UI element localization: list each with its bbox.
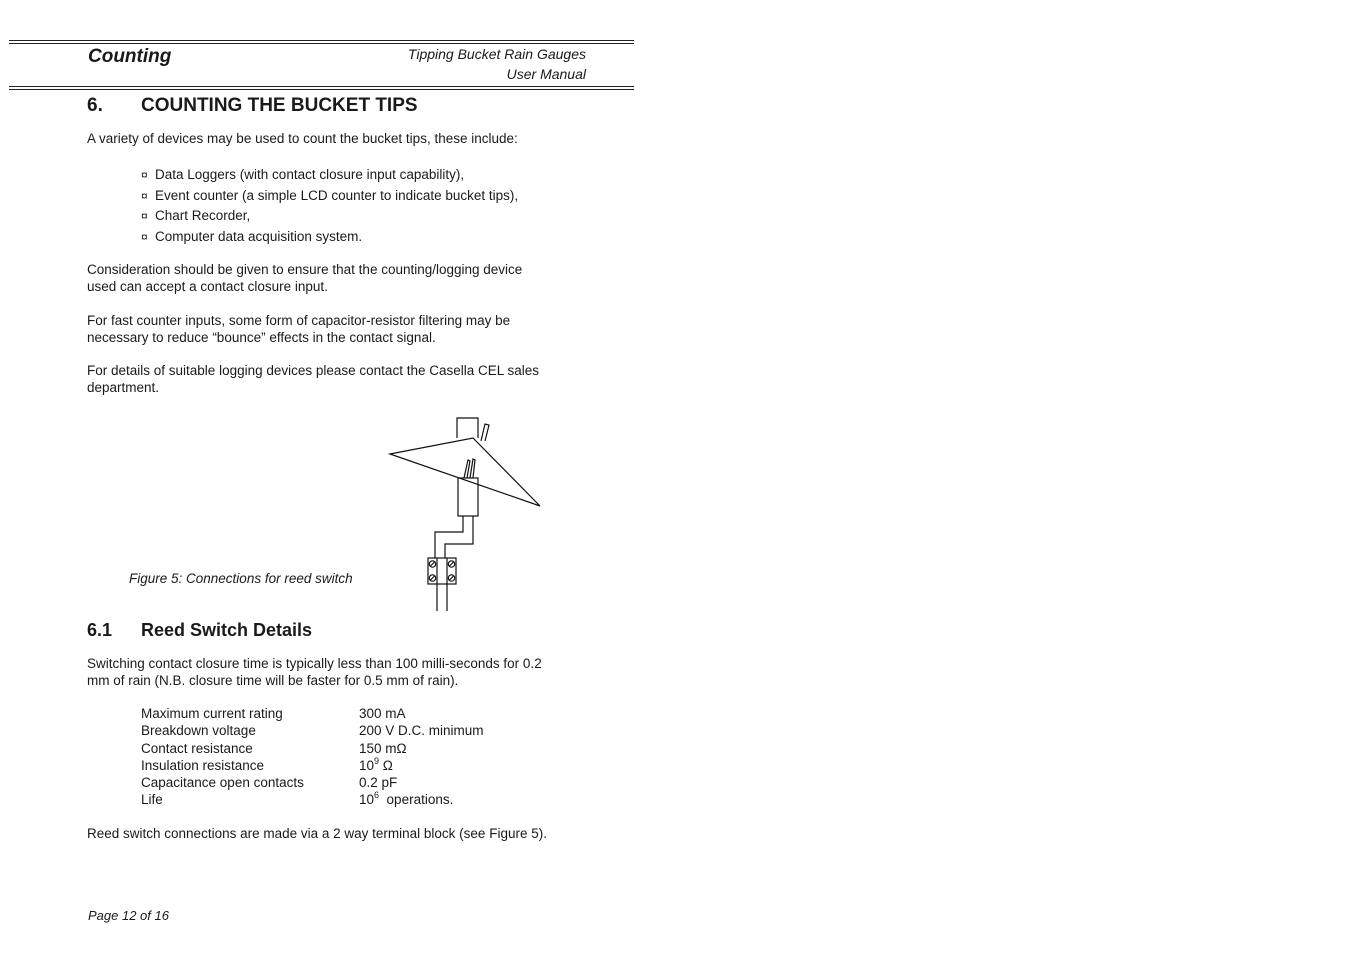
section-6-1-heading (87, 620, 312, 641)
reed-switch-spec-table (141, 705, 484, 809)
header-rule-bottom-1 (9, 86, 634, 87)
header-doc-title-line1: Tipping Bucket Rain Gauges (407, 46, 586, 62)
spec-row: Life $10^6$ operations. (141, 790, 454, 808)
section-6-1-paragraph-1: Switching contact closure time is typically less than 100 milli-seconds for 0.2 mm of rain (N.B. closure time will be faster for 0.5 mm of rain). (87, 656, 542, 688)
section-6-paragraph-1: Consideration should be given to ensure that the counting/logging device used can accept a contact closure input. (87, 262, 523, 294)
spec-row: Breakdown voltage 200 V D.C. minimum (141, 723, 484, 739)
section-6-1-closing: Reed switch connections are made via a 2 way terminal block (see Figure 5). (87, 826, 547, 841)
bullet-icon: ¤ (141, 188, 148, 203)
section-6-1-title: Reed Switch Details (141, 620, 313, 640)
section-6-paragraph-2: For fast counter inputs, some form of capacitor-resistor filtering may be necessary to reduce “bounce” effects in the contact signal. (87, 313, 511, 345)
bullet-icon: ¤ (141, 168, 148, 182)
reed-switch-diagram (380, 410, 550, 615)
spec-row: Maximum current rating 300 mA (141, 706, 406, 721)
list-item: ¤ Chart Recorder, (141, 208, 251, 223)
header-rule-bottom-2 (9, 89, 634, 90)
list-item: ¤ Event counter (a simple LCD counter to indicate bucket tips), (141, 187, 519, 203)
bullet-icon: ¤ (141, 209, 148, 223)
section-6-paragraph-3: For details of suitable logging devices please contact the Casella CEL sales department. (87, 363, 540, 395)
list-item: ¤ Data Loggers (with contact closure input capability), (141, 167, 465, 182)
spec-row: Capacitance open contacts 0.2 pF (141, 775, 398, 791)
spec-row: Insulation resistance $10^9$ Ω (141, 755, 393, 773)
bullet-icon: ¤ (141, 229, 148, 244)
section-6-intro: A variety of devices may be used to count the bucket tips, these include: (87, 131, 518, 146)
header-section-title: Counting (88, 46, 172, 67)
figure-5-caption: Figure 5: Connections for reed switch (129, 571, 353, 586)
list-item: ¤ Computer data acquisition system. (141, 228, 363, 244)
section-6-number: 6. (87, 95, 103, 116)
device-list (141, 166, 518, 248)
page-number: Page 12 of 16 (88, 908, 169, 923)
section-6-title: COUNTING THE BUCKET TIPS (141, 95, 418, 116)
section-6-1-number: 6.1 (87, 620, 113, 640)
header-doc-title-line2: User Manual (506, 66, 586, 82)
section-6-heading (87, 95, 418, 117)
spec-row: Contact resistance 150 mΩ (141, 740, 407, 756)
header-rule-top-1 (9, 40, 634, 41)
